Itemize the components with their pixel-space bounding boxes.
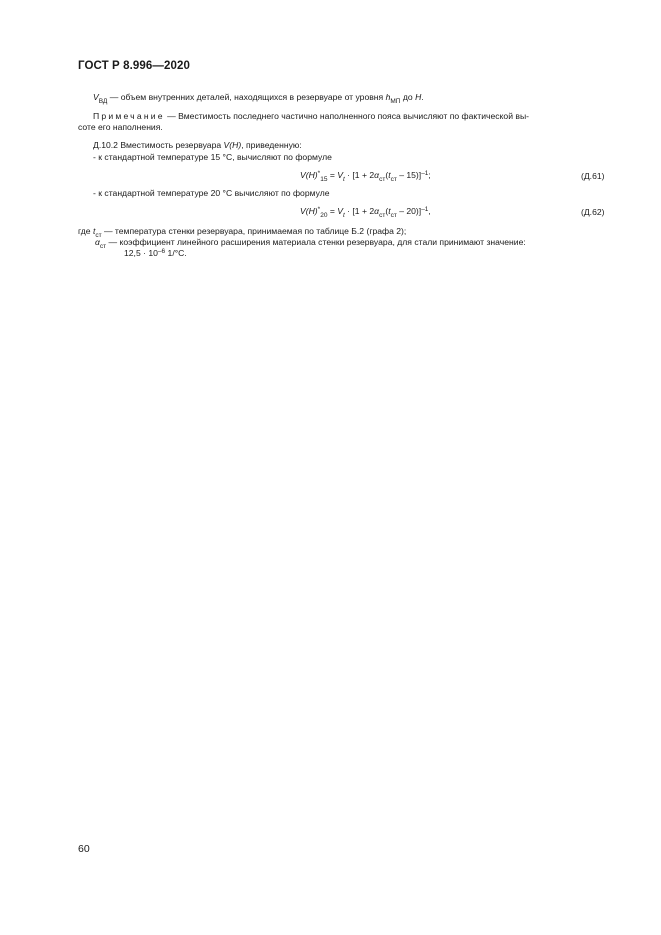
formula-lhs: V(H) xyxy=(300,170,318,180)
formula-vt: V xyxy=(337,206,343,216)
where-prefix: где xyxy=(78,226,93,236)
note-label: Примечание xyxy=(93,111,165,121)
formula-alpha-subscript: ст xyxy=(379,175,386,183)
formula-end: ; xyxy=(428,170,431,180)
symbol-alpha-subscript: ст xyxy=(99,242,107,250)
formula-alpha: α xyxy=(374,206,380,216)
definition-text-b: до xyxy=(400,92,416,102)
note-text-line-1: — Вместимость последнего частично наполненного пояса вычисляют по фактической вы- xyxy=(164,111,529,121)
formula-lhs-star: * xyxy=(317,205,321,213)
formula-vt-subscript: t xyxy=(342,211,345,219)
formula-middle: · [1 + 2 xyxy=(344,206,375,216)
page-number: 60 xyxy=(78,843,90,855)
formula-paren: ( xyxy=(385,206,389,216)
formula-equals: = xyxy=(327,170,338,180)
section-text-a: Д.10.2 Вместимость резервуара xyxy=(93,140,224,150)
formula-t: t xyxy=(388,170,391,180)
where-alpha-text: — коэффициент линейного расширения материала стенки резервуара, для стали принимают значение: xyxy=(106,237,526,247)
formula-paren: ( xyxy=(385,170,389,180)
symbol-t-subscript: ст xyxy=(95,231,102,239)
formula-vt: V xyxy=(337,170,343,180)
alpha-value-mantissa: 12,5 · 10 xyxy=(124,248,158,258)
list-item-20: - к стандартной температуре 20 °С вычисляют по формуле xyxy=(93,188,330,198)
symbol-v-subscript: ВД xyxy=(98,97,108,105)
list-item-15: - к стандартной температуре 15 °С, вычисляют по формуле xyxy=(93,152,332,162)
where-t-text: — температура стенки резервуара, принимаемая по таблице Б.2 (графа 2); xyxy=(101,226,407,236)
formula-lhs-star: * xyxy=(317,169,321,177)
section-heading xyxy=(93,140,302,151)
formula-d62 xyxy=(300,206,431,217)
formula-alpha: α xyxy=(374,170,380,180)
formula-number-d61: (Д.61) xyxy=(581,171,605,181)
where-alpha-definition xyxy=(95,237,526,248)
formula-end: , xyxy=(428,206,431,216)
symbol-h-subscript: МП xyxy=(390,97,401,105)
formula-lhs-subscript: 15 xyxy=(320,175,328,183)
formula-alpha-subscript: ст xyxy=(379,211,386,219)
formula-vt-subscript: t xyxy=(342,175,345,183)
section-text-b: , приведенную: xyxy=(241,140,302,150)
formula-number-d62: (Д.62) xyxy=(581,207,605,217)
definition-v-vd xyxy=(93,92,424,103)
formula-lhs-subscript: 20 xyxy=(320,211,328,219)
definition-end: . xyxy=(421,92,424,102)
note-line-2: соте его наполнения. xyxy=(78,122,163,132)
formula-power: –1 xyxy=(421,205,429,213)
formula-middle: · [1 + 2 xyxy=(344,170,375,180)
symbol-vh: V(H) xyxy=(223,140,242,150)
formula-lhs: V(H) xyxy=(300,206,318,216)
alpha-value xyxy=(124,248,187,259)
symbol-t: t xyxy=(92,226,96,236)
formula-d61 xyxy=(300,170,431,181)
alpha-value-unit: 1/°С. xyxy=(165,248,187,258)
note-line-1 xyxy=(93,111,529,122)
symbol-H: H xyxy=(415,92,422,102)
document-header: ГОСТ Р 8.996—2020 xyxy=(78,60,190,72)
formula-rest: – 15)] xyxy=(396,170,422,180)
formula-rest: – 20)] xyxy=(396,206,422,216)
symbol-v: V xyxy=(93,92,99,102)
where-t-definition xyxy=(78,226,406,237)
alpha-value-exponent: –6 xyxy=(157,247,166,255)
formula-equals: = xyxy=(327,206,338,216)
formula-t: t xyxy=(388,206,391,216)
symbol-alpha: α xyxy=(95,237,100,247)
definition-text-a: — объем внутренних деталей, находящихся в резервуаре от уровня xyxy=(107,92,386,102)
formula-t-subscript: ст xyxy=(390,211,397,219)
formula-t-subscript: ст xyxy=(390,175,397,183)
symbol-h: h xyxy=(385,92,391,102)
formula-power: –1 xyxy=(421,169,429,177)
